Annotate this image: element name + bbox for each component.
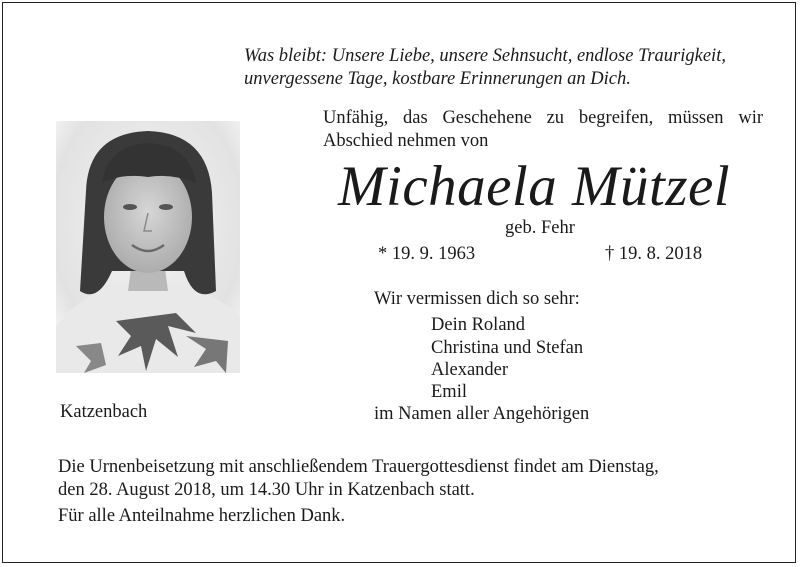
mourner-name: Emil [431,382,467,402]
mourners-intro: Wir vermissen dich so sehr: [374,289,580,309]
funeral-line-1: Die Urnenbeisetzung mit anschließendem Trauergottesdienst findet am Dienstag, [58,457,659,477]
intro-line-1: Unfähig, das Geschehene zu begreifen, müssen wir [323,108,763,128]
deceased-name: Michaela Mützel [338,155,731,218]
place-name: Katzenbach [60,402,148,422]
portrait-photo [56,121,240,373]
mourner-name: Alexander [431,360,509,380]
birth-name: geb. Fehr [505,218,575,238]
mourner-name: Christina und Stefan [431,338,584,358]
death-date: † 19. 8. 2018 [605,244,703,264]
mourner-name: Dein Roland [431,315,526,335]
quote-line-2: unvergessene Tage, kostbare Erinnerungen an Dich. [244,69,631,89]
mourners-closing: im Namen aller Angehörigen [374,404,590,424]
intro-line-2: Abschied nehmen von [323,131,489,151]
quote-line-1: Was bleibt: Unsere Liebe, unsere Sehnsucht, endlose Traurigkeit, [244,46,726,66]
funeral-line-2: den 28. August 2018, um 14.30 Uhr in Katzenbach statt. [58,480,475,500]
birth-date: * 19. 9. 1963 [378,244,476,264]
thanks-text: Für alle Anteilnahme herzlichen Dank. [58,506,346,526]
